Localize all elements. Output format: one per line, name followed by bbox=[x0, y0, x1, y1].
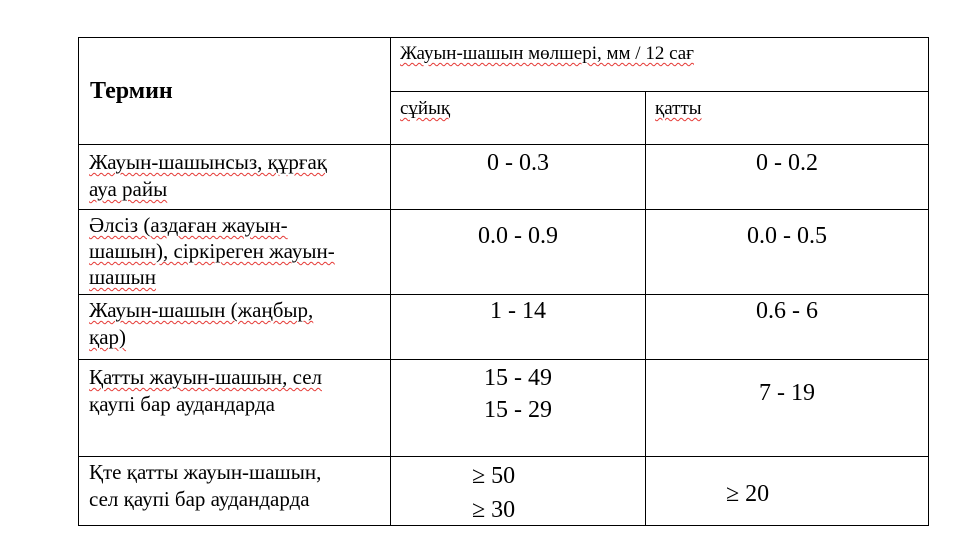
row-3-solid: 0.6 - 6 bbox=[756, 298, 818, 324]
header-amount: Жауын-шашын мөлшері, мм / 12 сағ bbox=[400, 43, 694, 64]
row-divider bbox=[390, 91, 928, 92]
header-term: Термин bbox=[90, 78, 173, 104]
row-divider bbox=[79, 209, 928, 210]
header-solid: қатты bbox=[655, 98, 702, 119]
row-2-term: Әлсіз (аздаған жауын- шашын), сіркіреген жауын- шашын bbox=[89, 213, 335, 289]
precipitation-table bbox=[78, 37, 929, 526]
row-3-liquid: 1 - 14 bbox=[490, 298, 546, 324]
row-1-liquid: 0 - 0.3 bbox=[487, 150, 549, 176]
row-divider bbox=[79, 144, 928, 145]
row-4-liquid: 15 - 49 15 - 29 bbox=[484, 365, 552, 423]
row-2-solid: 0.0 - 0.5 bbox=[747, 223, 827, 249]
column-divider bbox=[390, 38, 391, 525]
row-1-solid: 0 - 0.2 bbox=[756, 150, 818, 176]
row-5-term: Қте қатты жауын-шашын, сел қаупі бар аудандарда bbox=[89, 460, 322, 511]
row-5-liquid: ≥ 50 ≥ 30 bbox=[472, 463, 516, 523]
row-5-solid: ≥ 20 bbox=[726, 481, 770, 507]
row-1-term: Жауын-шашынсыз, құрғақ ауа райы bbox=[89, 150, 327, 201]
header-liquid: сұйық bbox=[400, 98, 451, 119]
row-2-liquid: 0.0 - 0.9 bbox=[478, 223, 558, 249]
row-divider bbox=[79, 456, 928, 457]
row-3-term: Жауын-шашын (жаңбыр, қар) bbox=[89, 298, 314, 349]
row-4-solid: 7 - 19 bbox=[759, 380, 815, 406]
row-divider bbox=[79, 359, 928, 360]
row-4-term: Қатты жауын-шашын, сел қаупі бар аудандарда bbox=[89, 365, 322, 416]
